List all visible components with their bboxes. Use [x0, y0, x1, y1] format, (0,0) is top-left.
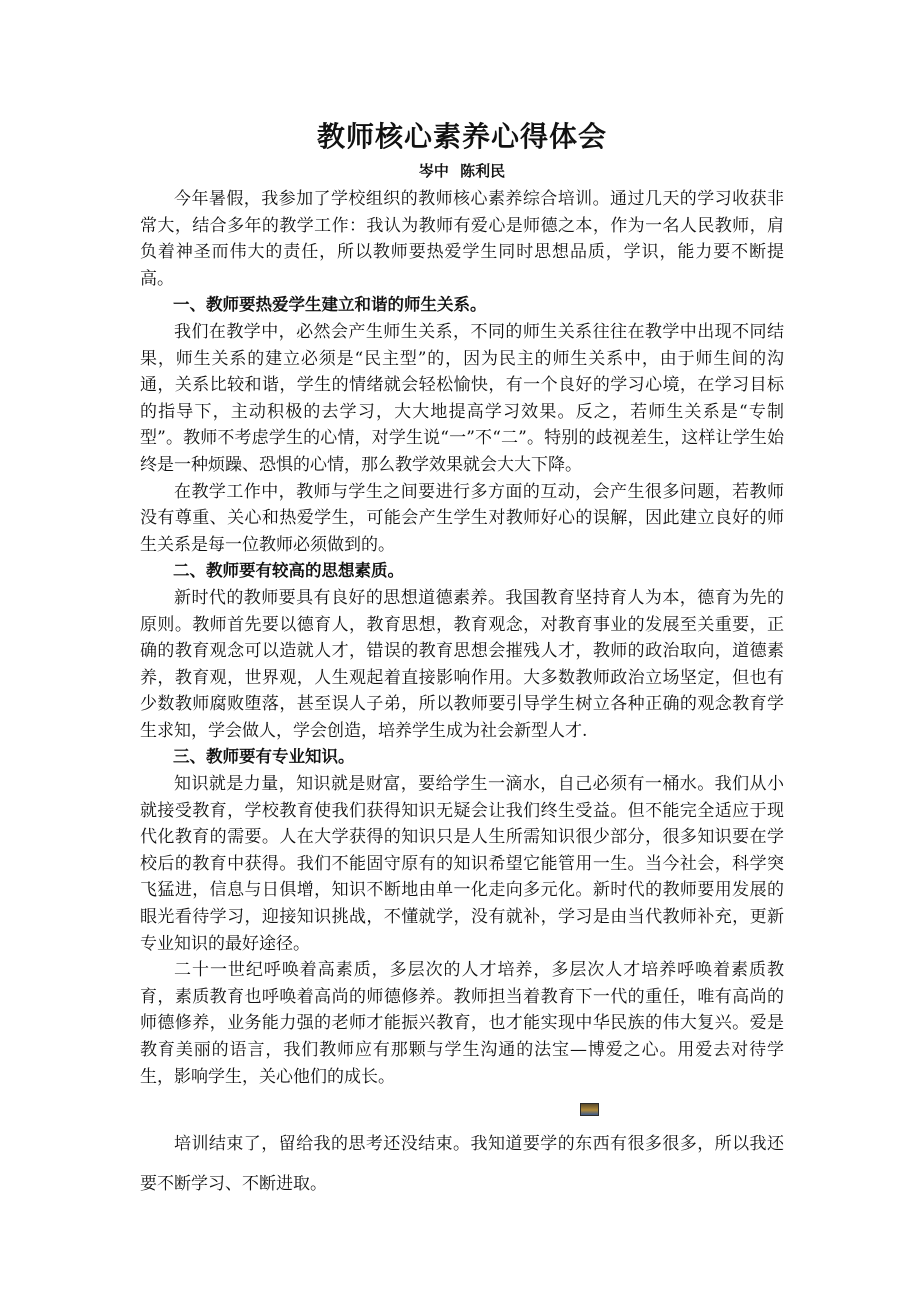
- section-heading-3: 三、教师要有专业知识。: [173, 747, 355, 767]
- document-title: 教师核心素养心得体会: [316, 120, 607, 153]
- section-1-paragraph-2: 在教学工作中，教师与学生之间要进行多方面的互动，会产生很多问题，若教师没有尊重、关心和热爱学生，可能会产生学生对教师好心的误解，因此建立良好的师生关系是每一位教师必须做到的。: [140, 481, 784, 555]
- document-body: [140, 116, 784, 1204]
- small-inline-image: [580, 1103, 599, 1116]
- blank-spacer: [140, 1090, 784, 1124]
- intro-paragraph: 今年暑假，我参加了学校组织的教师核心素养综合培训。通过几天的学习收获非常大，结合多年的教学工作：我认为教师有爱心是师德之本，作为一名人民教师，肩负着神圣而伟大的责任，所以教师要热爱学生同时思想品质，学识，能力要不断提高。: [140, 189, 784, 289]
- section-heading-2: 二、教师要有较高的思想素质。: [173, 561, 404, 581]
- section-1-paragraph-1: 我们在教学中，必然会产生师生关系，不同的师生关系往往在教学中出现不同结果，师生关系的建立必须是“民主型”的，因为民主的师生关系中，由于师生间的沟通，关系比较和谐，学生的情绪就会轻松愉快，有一个良好的学习心境，在学习目标的指导下，主动积极的去学习，大大地提高学习效果。反之，若师生关系是“专制型”。教师不考虑学生的心情，对学生说“一”不“二”。特别的歧视差生，这样让学生始终是一种烦躁、恐惧的心情，那么教学效果就会大大下降。: [140, 321, 784, 475]
- closing-paragraph: 培训结束了，留给我的思考还没结束。我知道要学的东西有很多很多，所以我还要不断学习、不断进取。: [140, 1134, 784, 1195]
- section-heading-1: 一、教师要热爱学生建立和谐的师生关系。: [173, 295, 487, 315]
- section-3-paragraph-2: 二十一世纪呼唤着高素质，多层次的人才培养，多层次人才培养呼唤着素质教育，素质教育也呼唤着高尚的师德修养。教师担当着教育下一代的重任，唯有高尚的师德修养，业务能力强的老师才能振兴教育，也才能实现中华民族的伟大复兴。爱是教育美丽的语言，我们教师应有那颗与学生沟通的法宝—博爱之心。用爱去对待学生，影响学生，关心他们的成长。: [140, 960, 784, 1087]
- author-line: 岑中 陈利民: [418, 162, 506, 180]
- section-3-paragraph-1: 知识就是力量，知识就是财富，要给学生一滴水，自己必须有一桶水。我们从小就接受教育，学校教育使我们获得知识无疑会让我们终生受益。但不能完全适应于现代化教育的需要。人在大学获得的知识只是人生所需知识很少部分，很多知识要在学校后的教育中获得。我们不能固守原有的知识希望它能管用一生。当今社会，科学突飞猛进，信息与日俱增，知识不断地由单一化走向多元化。新时代的教师要用发展的眼光看待学习，迎接知识挑战，不懂就学，没有就补，学习是由当代教师补充，更新专业知识的最好途径。: [140, 774, 784, 954]
- section-2-paragraph-1: 新时代的教师要具有良好的思想道德素养。我国教育坚持育人为本，德育为先的原则。教师首先要以德育人，教育思想，教育观念，对教育事业的发展至关重要，正确的教育观念可以造就人才，错误的教育思想会摧残人才，教师的政治取向，道德素养，教育观，世界观，人生观起着直接影响作用。大多数教师政治立场坚定，但也有少数教师腐败堕落，甚至误人子弟，所以教师要引导学生树立各种正确的观念教育学生求知，学会做人，学会创造，培养学生成为社会新型人才.: [140, 587, 784, 741]
